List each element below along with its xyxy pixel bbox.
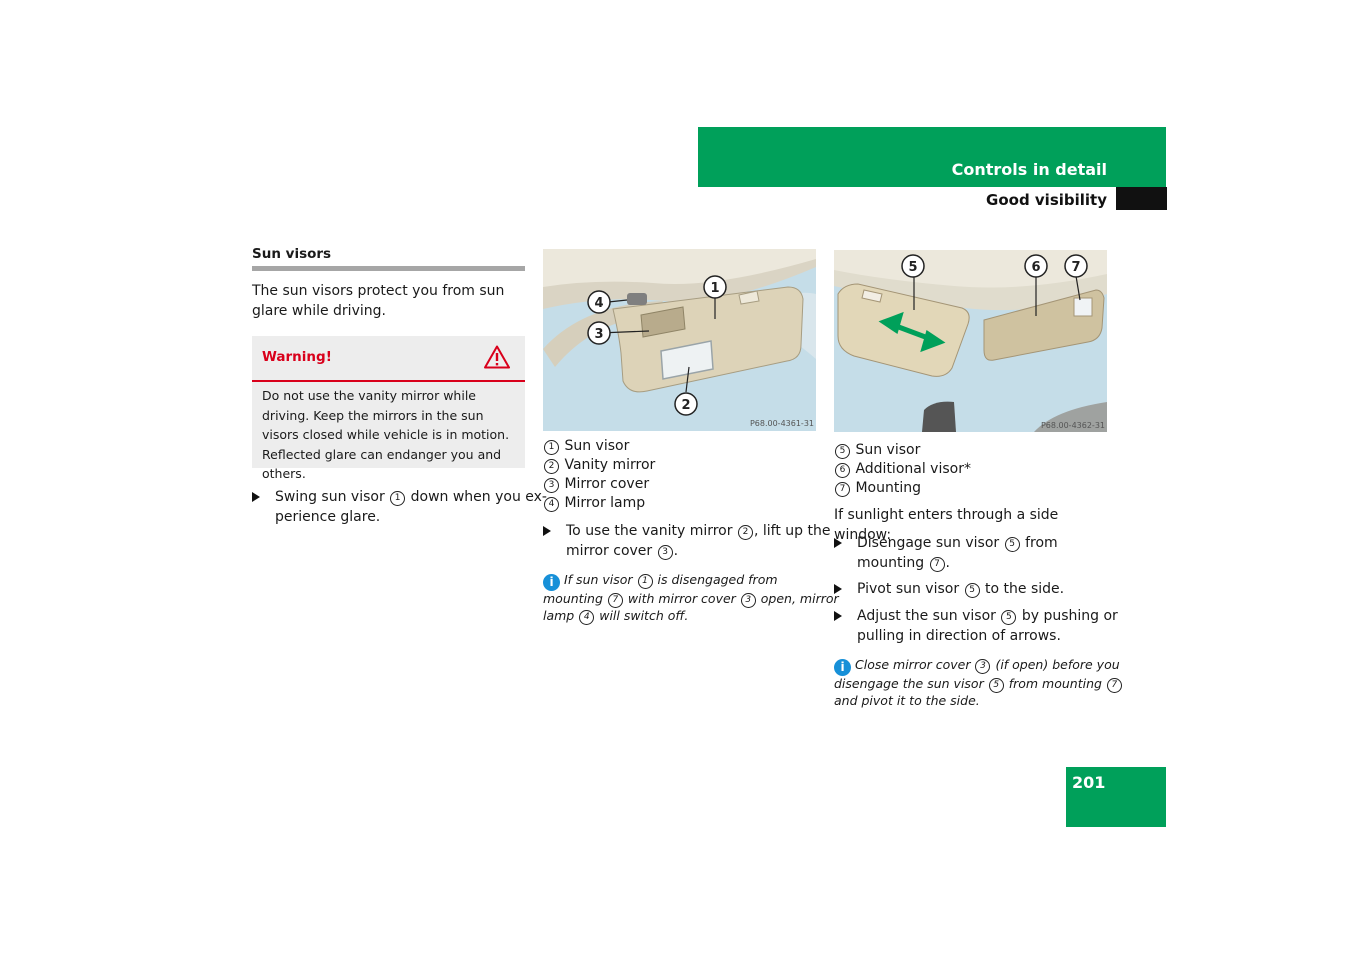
legend-label: Mounting [855,480,921,496]
note-text: is disengaged from [657,572,778,587]
note-text: Close mirror cover [855,657,971,672]
warning-triangle-icon [484,345,510,369]
step-text: to the side. [985,581,1065,597]
figure-visor-pivot [834,250,1107,432]
note-text: mounting [543,591,603,606]
callout-label: 2 [681,398,691,413]
callout-marker [1065,255,1087,277]
callout-ref: 2 [738,525,753,540]
note-text: from mounting [1008,676,1102,691]
note-text: (if open) before you [995,657,1120,672]
figure-legend [543,437,813,513]
callout-ref: 5 [1001,610,1016,625]
legend-item [543,456,813,475]
legend-label: Mirror cover [564,476,650,492]
callout-ref: 1 [544,440,559,455]
instruction-step [252,487,547,527]
callout-label: 7 [1071,260,1081,275]
warning-title: Warning! [262,349,332,365]
callout-ref: 7 [835,482,850,497]
subsection-title: Good visibility [986,191,1107,209]
step-text: down when you ex- [410,489,547,505]
callout-label: 4 [594,296,604,311]
step-text: mirror cover [566,543,653,559]
info-icon: i [834,659,851,676]
callout-ref: 3 [544,478,559,493]
legend-label: Sun visor [855,442,921,458]
info-icon: i [543,574,560,591]
step-text: by pushing or [1021,608,1118,624]
step-text: . [945,555,950,571]
callout-ref: 3 [975,659,990,674]
figure-code: P68.00-4362-31 [1040,421,1105,430]
callout-marker [1025,255,1047,277]
step-text: pulling in direction of arrows. [857,628,1061,644]
step-text: Swing sun visor [275,489,385,505]
callout-marker [675,393,697,415]
legend-item [834,460,1104,479]
instruction-step [834,606,1118,646]
step-text: mounting [857,555,925,571]
warning-text: Do not use the vanity mirror while driving. Keep the mirrors in the sun visors closed while vehicle is in motion. Reflected glare can endanger you and others. [262,388,510,481]
legend-item [543,494,813,513]
instruction-step [834,579,1109,599]
callout-label: 1 [710,281,720,296]
step-arrow-icon [834,584,842,594]
figure-code: P68.00-4361-31 [749,419,814,428]
callout-ref: 4 [544,497,559,512]
note-text: will switch off. [599,608,689,623]
figure-vanity-mirror [543,249,816,431]
callout-marker [588,291,610,313]
step-arrow-icon [834,611,842,621]
info-note [543,572,839,625]
callout-marker [902,255,924,277]
legend-item [543,475,813,494]
legend-label: Vanity mirror [564,457,656,473]
callout-ref: 3 [658,545,673,560]
instruction-step [543,521,831,561]
callout-label: 3 [594,327,604,342]
figure-legend [834,441,1104,498]
note-text: with mirror cover [627,591,736,606]
callout-marker [588,322,610,344]
instruction-step [834,533,1109,573]
warning-box [252,336,525,481]
page-heading: Sun visors [252,246,332,262]
callout-ref: 5 [965,583,980,598]
note-text: and pivot it to the side. [834,693,980,708]
step-arrow-icon [834,538,842,548]
legend-item [834,441,1104,460]
note-text: disengage the sun visor [834,676,984,691]
callout-label: 6 [1031,260,1041,275]
warning-header [252,336,525,382]
step-text: from [1025,535,1058,551]
callout-ref: 7 [608,593,623,608]
info-note [834,657,1120,710]
step-text: Disengage sun visor [857,535,1000,551]
heading-rule [252,266,525,271]
callout-ref: 2 [544,459,559,474]
step-arrow-icon [252,492,260,502]
header-marker [1116,187,1167,210]
legend-label: Additional visor* [855,461,971,477]
callout-ref: 3 [741,593,756,608]
step-text: Adjust the sun visor [857,608,996,624]
legend-item [834,479,1104,498]
section-title: Controls in detail [951,160,1107,179]
callout-label: 5 [908,260,918,275]
step-text: . [673,543,679,559]
note-text: lamp [543,608,575,623]
side-window-intro: If sunlight enters through a side window: [834,507,1059,543]
callout-ref: 5 [1005,537,1020,552]
page-number: 201 [1072,773,1106,792]
legend-item [543,437,813,456]
intro-paragraph: The sun visors protect you from sun glare while driving. [252,283,505,319]
callout-ref: 7 [930,557,945,572]
callout-ref: 6 [835,463,850,478]
callout-ref: 1 [390,491,405,506]
step-text: , lift up the [753,523,831,539]
callout-ref: 5 [989,678,1004,693]
step-text: perience glare. [275,509,381,525]
callout-marker [704,276,726,298]
step-text: To use the vanity mirror [566,523,733,539]
note-text: If sun visor [564,572,633,587]
step-arrow-icon [543,526,551,536]
step-text: Pivot sun visor [857,581,960,597]
legend-label: Sun visor [564,438,630,454]
callout-ref: 7 [1107,678,1122,693]
callout-ref: 4 [579,610,594,625]
note-text: open, mirror [760,591,839,606]
callout-ref: 1 [638,574,653,589]
callout-ref: 5 [835,444,850,459]
legend-label: Mirror lamp [564,495,646,511]
